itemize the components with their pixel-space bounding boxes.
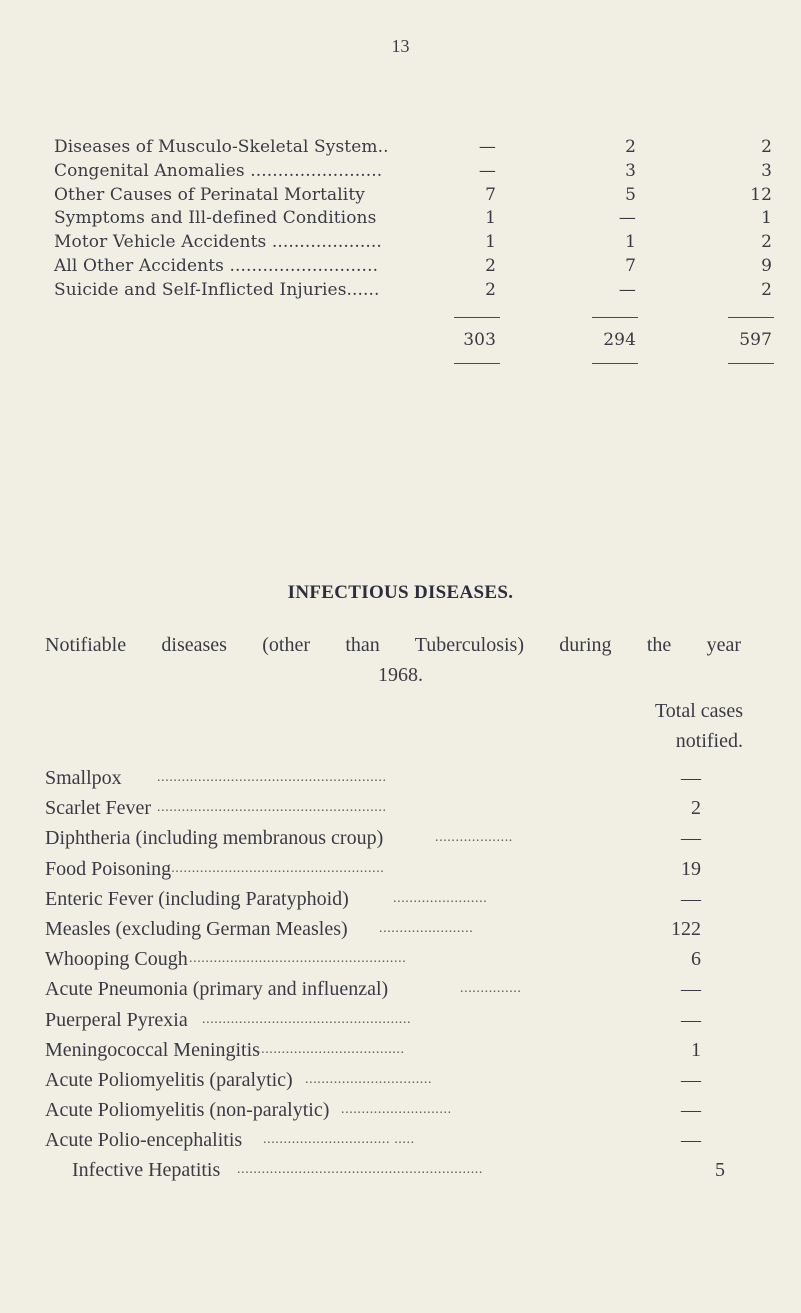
list-item: [45, 1035, 745, 1065]
disease-label: Meningococcal Meningitis: [45, 1038, 260, 1061]
leader-dots: ...........................: [341, 1102, 452, 1118]
list-item: [45, 1005, 745, 1035]
total-count: 2: [761, 279, 772, 300]
leader-dots: .......................: [379, 920, 474, 936]
disease-label: Acute Polio-encephalitis: [45, 1129, 243, 1152]
table-row: [54, 255, 772, 279]
total-rule-top: [54, 303, 744, 325]
section-heading: INFECTIOUS DISEASES.: [287, 582, 514, 603]
totals-row: [54, 325, 772, 355]
list-item: [45, 944, 745, 974]
female-count: 7: [625, 255, 636, 276]
female-count: 5: [625, 184, 636, 205]
cases-count: 1: [691, 1038, 701, 1061]
section-intro: Notifiable diseases (other than Tuberculosis) during the year: [45, 634, 741, 656]
total-count: 12: [750, 184, 772, 205]
leader-dots: ...................................................: [202, 1011, 412, 1027]
list-item: [45, 1095, 745, 1125]
cases-count: —: [681, 767, 701, 789]
male-count: —: [478, 160, 496, 181]
cases-count: —: [681, 827, 701, 850]
leader-dots: ...................: [435, 830, 513, 846]
male-count: 1: [485, 208, 496, 229]
divider: [592, 363, 638, 365]
list-item: [45, 914, 745, 944]
cases-count: —: [681, 887, 701, 910]
disease-label: Diphtheria (including membranous croup): [45, 827, 384, 850]
disease-label: Puerperal Pyrexia: [45, 1008, 188, 1031]
cause-label: Motor Vehicle Accidents ....................: [54, 232, 382, 253]
disease-label: Infective Hepatitis: [72, 1159, 221, 1182]
disease-label: Whooping Cough: [45, 948, 188, 971]
grand-total: 597: [739, 329, 772, 350]
list-item: [45, 1155, 745, 1185]
male-count: 1: [485, 232, 496, 253]
cause-label: Other Causes of Perinatal Mortality: [54, 184, 365, 205]
leader-dots: ...............: [460, 981, 522, 997]
list-item: [45, 974, 745, 1004]
divider: [454, 317, 500, 319]
total-count: 2: [761, 232, 772, 253]
leader-dots: ......................................................: [163, 860, 385, 876]
report-year: 1968.: [378, 664, 423, 686]
total-count: 3: [761, 160, 772, 181]
male-total: 303: [463, 329, 496, 350]
male-count: 7: [485, 184, 496, 205]
list-item: [45, 1065, 745, 1095]
cases-count: —: [681, 978, 701, 1001]
table-row: [54, 207, 772, 231]
disease-label: Enteric Fever (including Paratyphoid): [45, 887, 349, 910]
cases-count: —: [681, 1068, 701, 1091]
female-count: 3: [625, 160, 636, 181]
cause-label: Symptoms and Ill-defined Conditions: [54, 208, 377, 229]
cause-label: All Other Accidents ...........................: [54, 255, 379, 276]
female-count: 2: [625, 137, 636, 157]
female-count: 1: [625, 232, 636, 253]
list-item: [45, 1125, 745, 1155]
disease-label: Acute Poliomyelitis (non-paralytic): [45, 1099, 330, 1122]
disease-label: Measles (excluding German Measles): [45, 917, 348, 940]
cases-count: 5: [715, 1159, 725, 1182]
divider: [728, 363, 774, 365]
list-item: [45, 884, 745, 914]
male-count: 2: [485, 255, 496, 276]
cases-count: 122: [671, 917, 701, 940]
page-number: 13: [391, 36, 410, 56]
table-row: [54, 231, 772, 255]
female-total: 294: [603, 329, 636, 350]
cause-label: Diseases of Musculo-Skeletal System..: [54, 137, 389, 157]
cases-count: 2: [691, 797, 701, 820]
divider: [454, 363, 500, 365]
table-row: [54, 136, 772, 160]
disease-label: Scarlet Fever: [45, 797, 152, 820]
cases-count: —: [681, 1129, 701, 1152]
disease-label: Acute Poliomyelitis (paralytic): [45, 1068, 293, 1091]
cause-label: Suicide and Self-Inflicted Injuries......: [54, 279, 380, 300]
leader-dots: ............................................................: [237, 1162, 483, 1178]
female-count: —: [618, 208, 636, 229]
cases-count: 6: [691, 948, 701, 971]
female-count: —: [618, 279, 636, 300]
leader-dots: .......................: [393, 890, 488, 906]
table-row: [54, 184, 772, 208]
divider: [592, 317, 638, 319]
column-header: Total cases: [654, 700, 743, 722]
list-item: [45, 793, 745, 823]
leader-dots: ........................................................: [157, 770, 387, 785]
total-count: 2: [761, 137, 772, 157]
table-row: [54, 160, 772, 184]
total-count: 9: [761, 255, 772, 276]
disease-label: Smallpox: [45, 767, 122, 789]
column-header: notified.: [675, 730, 743, 752]
leader-dots: ...............................: [305, 1071, 433, 1087]
disease-label: Food Poisoning: [45, 857, 172, 880]
mortality-table: [54, 136, 772, 377]
list-item: [45, 854, 745, 884]
leader-dots: ........................................................: [157, 800, 387, 816]
male-count: 2: [485, 279, 496, 300]
cause-label: Congenital Anomalies ........................: [54, 160, 383, 181]
infectious-diseases-list: [45, 763, 745, 1186]
table-row: [54, 279, 772, 303]
leader-dots: ....................................: [257, 1041, 405, 1057]
male-count: —: [478, 137, 496, 157]
leader-dots: ............................... .....: [263, 1132, 415, 1148]
list-item: [45, 763, 745, 793]
cases-count: 19: [681, 857, 701, 880]
disease-label: Acute Pneumonia (primary and influenzal): [45, 978, 389, 1001]
divider: [728, 317, 774, 319]
list-item: [45, 823, 745, 853]
total-rule-bottom: [54, 355, 744, 377]
cases-count: —: [681, 1099, 701, 1122]
cases-count: —: [681, 1008, 701, 1031]
leader-dots: .....................................................: [189, 951, 407, 967]
total-count: 1: [761, 208, 772, 229]
